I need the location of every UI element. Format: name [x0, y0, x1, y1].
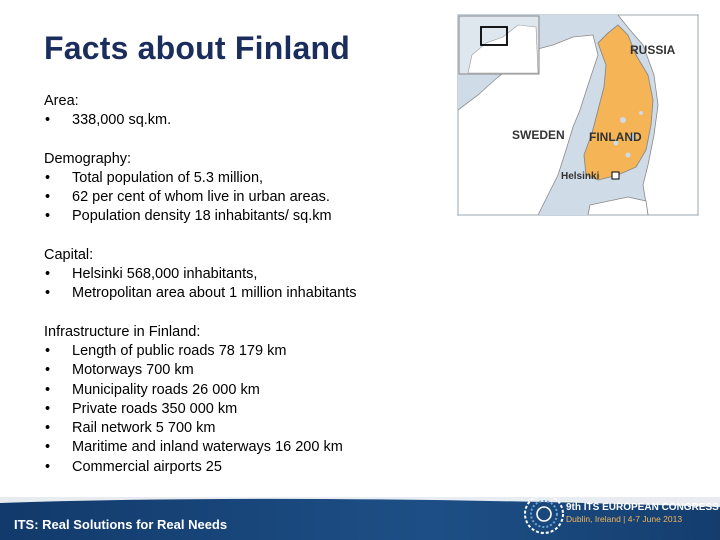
infrastructure-list-item — [44, 342, 444, 361]
bullet-icon: • — [45, 169, 51, 186]
demography-heading: Demography: — [44, 150, 132, 167]
label-finland: FINLAND — [589, 130, 642, 144]
demography-list-item — [44, 188, 444, 207]
capital-list-item — [44, 284, 444, 303]
capital-item-text: Helsinki 568,000 inhabitants, — [72, 266, 258, 283]
infrastructure-list-item — [44, 438, 444, 457]
infrastructure-item-text: Length of public roads 78 179 km — [72, 342, 287, 359]
congress-name: 9th ITS EUROPEAN CONGRESS — [566, 502, 719, 513]
bullet-icon: • — [45, 458, 51, 475]
bullet-icon: • — [45, 362, 51, 379]
bullet-icon: • — [45, 342, 51, 359]
area-list — [44, 111, 444, 130]
infrastructure-item-text: Motorways 700 km — [72, 362, 194, 379]
area-heading: Area: — [44, 93, 79, 109]
infrastructure-section — [44, 323, 444, 477]
label-helsinki: Helsinki — [561, 171, 600, 182]
facts-content — [44, 92, 444, 496]
demography-list — [44, 169, 444, 227]
bullet-icon: • — [45, 112, 51, 129]
capital-section — [44, 246, 444, 304]
area-section — [44, 92, 444, 131]
demography-list-item — [44, 169, 444, 188]
infrastructure-item-text: Private roads 350 000 km — [72, 400, 238, 417]
bullet-icon: • — [45, 189, 51, 206]
label-russia: RUSSIA — [630, 43, 676, 57]
page-title: Facts about Finland — [44, 30, 351, 66]
lake-1 — [620, 117, 626, 123]
capital-item-text: Metropolitan area about 1 million inhabitants — [72, 285, 357, 302]
area-item-text: 338,000 sq.km. — [72, 112, 172, 129]
footer-tagline: ITS: Real Solutions for Real Needs — [14, 517, 228, 532]
label-sweden: SWEDEN — [512, 128, 565, 142]
infrastructure-list-item — [44, 419, 444, 438]
infrastructure-heading: Infrastructure in Finland: — [44, 323, 201, 340]
congress-info — [566, 502, 719, 524]
bullet-icon: • — [45, 381, 51, 398]
lake-4 — [639, 111, 643, 115]
capital-list-item — [44, 265, 444, 284]
lake-5 — [626, 153, 631, 158]
demography-item-text: Population density 18 inhabitants/ sq.km — [72, 208, 332, 225]
infrastructure-list-item — [44, 400, 444, 419]
bullet-icon: • — [45, 439, 51, 456]
congress-date: Dublin, Ireland | 4-7 June 2013 — [566, 514, 683, 524]
demography-section — [44, 150, 444, 227]
bullet-icon: • — [45, 266, 51, 283]
infrastructure-list — [44, 342, 444, 477]
infrastructure-item-text: Rail network 5 700 km — [72, 420, 216, 437]
capital-list — [44, 265, 444, 304]
its-logo — [520, 488, 568, 536]
bullet-icon: • — [45, 400, 51, 417]
demography-item-text: Total population of 5.3 million, — [72, 169, 264, 186]
infrastructure-list-item — [44, 361, 444, 380]
infrastructure-item-text: Maritime and inland waterways 16 200 km — [72, 439, 343, 456]
bullet-icon: • — [45, 420, 51, 437]
helsinki-marker — [612, 172, 619, 179]
bullet-icon: • — [45, 285, 51, 302]
infrastructure-item-text: Municipality roads 26 000 km — [72, 381, 260, 398]
infrastructure-list-item — [44, 381, 444, 400]
infrastructure-list-item — [44, 458, 444, 477]
demography-item-text: 62 per cent of whom live in urban areas. — [72, 189, 330, 206]
capital-heading: Capital: — [44, 246, 94, 263]
infrastructure-item-text: Commercial airports 25 — [72, 458, 222, 475]
area-list-item — [44, 111, 444, 130]
bullet-icon: • — [45, 208, 51, 225]
demography-list-item — [44, 207, 444, 226]
finland-map — [457, 14, 699, 216]
